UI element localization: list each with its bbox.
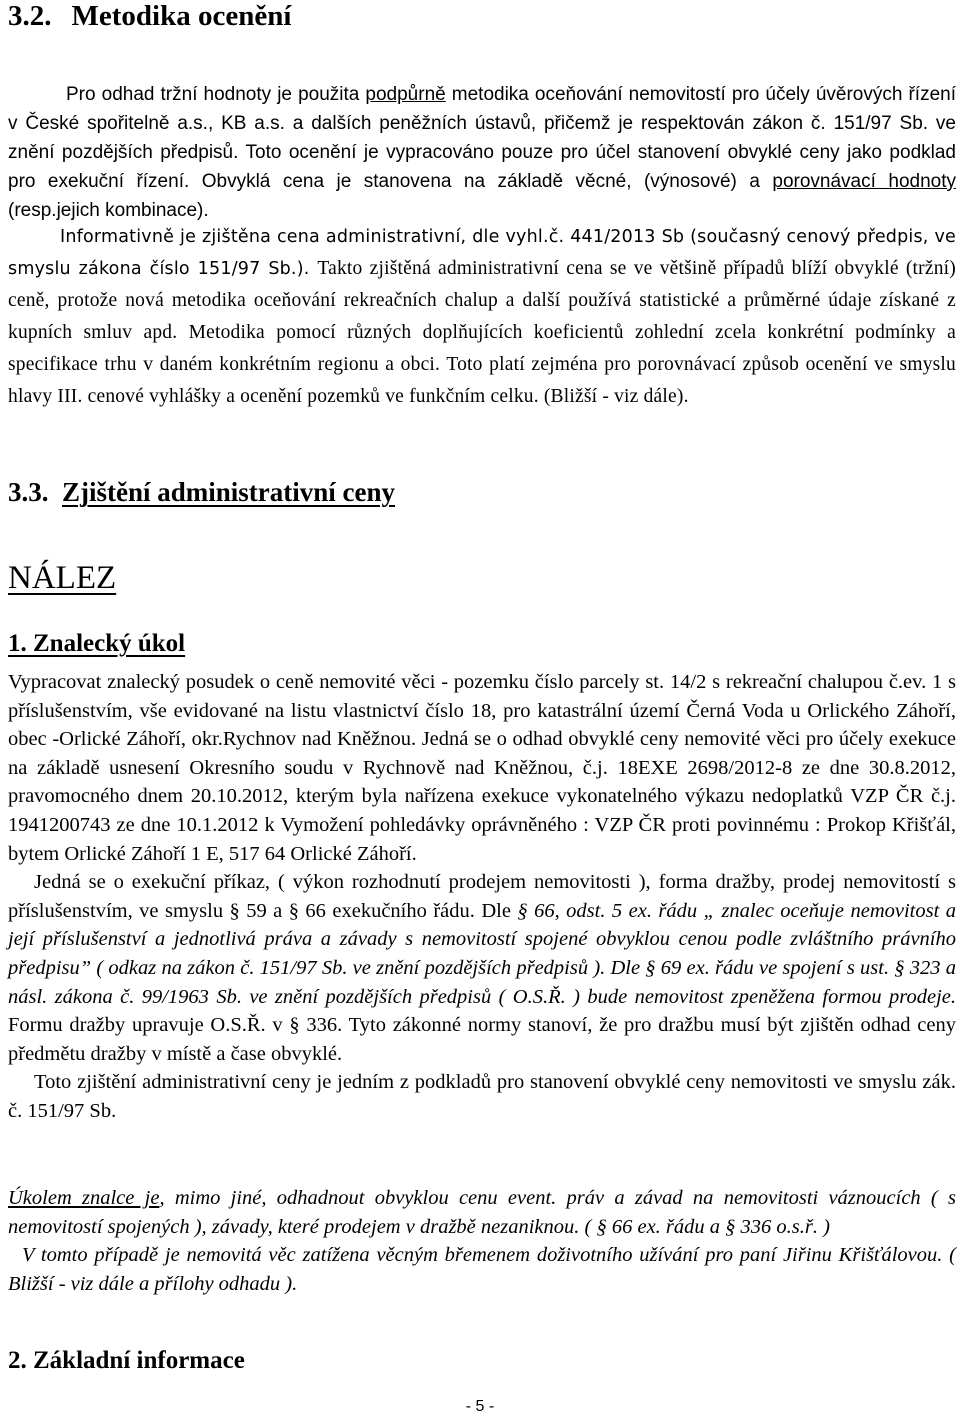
italic-text: § 66, odst. 5 ex. řádu „ znalec oceňuje nemovitost a její příslušenství a jednotlivá práva a závady s nemovitostí spojené obvyklou cenou podle zvláštního právního předpisu” ( odkaz na zákon č. 151/97 Sb. ve znění pozdějších předpisů ). Dle § 69 ex. řádu ve spojení s ust. § 323 a násl. zákona č. 99/1963 Sb. ve znění pozdějších předpisů ( O.S.Ř. ) bude nemovitost zpeněžena formou prodeje. xyxy=(8,899,956,1008)
paragraph-methodology xyxy=(8,80,956,225)
text-run: Jedná se o exekuční příkaz, ( výkon rozhodnutí prodejem nemovitosti ), forma dražby, prodej nemovitostí s příslušenstvím, ve smyslu § 59 a § 66 exekučního řádu. Dle xyxy=(8,871,956,922)
paragraph-easement xyxy=(8,1241,956,1298)
text-run: V tomto případě je nemovitá věc zatížena věcným břemenem doživotního užívání pro paní Jiřinu Křišťálovou. ( Bližší - viz dále a přílohy odhadu ). xyxy=(8,1244,956,1295)
text-run: Obvyklá cena je stanovena na základě věcné, (výnosové) a xyxy=(201,171,773,192)
section-heading-3-3 xyxy=(8,477,956,508)
section-heading-2: 2. Základní informace xyxy=(8,1347,245,1374)
text-run: Toto zjištění administrativní ceny je jedním z podkladů pro stanovení obvyklé ceny nemovitosti ve smyslu zák. č. 151/97 Sb. xyxy=(8,1071,956,1122)
text-run: , mimo jiné, odhadnout obvyklou cenu event. práv a závad na nemovitosti váznoucích ( s nemovitostí spojených ), závady, které prodejem v dražbě nezaniknou. ( § 66 ex. řádu a § 336 o.s.ř. ) xyxy=(8,1187,956,1238)
paragraph-execution xyxy=(8,868,956,1068)
task-body xyxy=(8,668,956,1126)
task-heading: 1. Znalecký úkol xyxy=(8,630,186,657)
paragraph-informative xyxy=(8,222,956,413)
section-number: 3.3. xyxy=(8,477,49,507)
section-title: Metodika ocenění xyxy=(71,0,292,32)
text-run: Takto zjištěná administrativní cena se ve většině případů blíží obvyklé (tržní) ceně, protože nová metodika oceňování rekreačních chalup a další používá statistické a průměrné údaje získané z kupních smluv apd. Metodika pomocí různých doplňujících koeficientů zohlední zcela konkrétní podmínky a specifikace trhu v daném konkrétním regionu a obci. Toto platí zejména pro porovnávací způsob ocenění ve smyslu hlavy III. cenové vyhlášky a ocenění pozemků ve funkčním celku. (Bližší - viz dále). xyxy=(8,258,956,407)
text-run: (resp.jejich kombinace). xyxy=(8,200,209,221)
expert-task-note xyxy=(8,1184,956,1298)
underlined-text: Úkolem znalce je xyxy=(8,1187,160,1209)
text-run: Pro odhad tržní hodnoty je použita xyxy=(66,84,366,105)
nalez-heading: NÁLEZ xyxy=(8,560,117,596)
paragraph-expert-task xyxy=(8,1184,956,1241)
section-heading-3-2 xyxy=(8,0,956,33)
underlined-text: porovnávací hodnoty xyxy=(772,171,956,192)
paragraph-task: Vypracovat znalecký posudek o ceně nemovité věci - pozemku číslo parcely st. 14/2 s rekreační chalupou č.ev. 1 s příslušenstvím, vše evidované na listu vlastnictví číslo 18, pro katastrální území Černá Voda u Orlického Záhoří, obec -Orlické Záhoří, okr.Rychnov nad Kněžnou. Jedná se o odhad obvyklé ceny nemovité věci pro účely exekuce na základě usnesení Okresního soudu v Rychnově nad Kněžnou, č.j. 18EXE 2698/2012-8 ze dne 30.8.2012, pravomocného dnem 20.10.2012, kterým byla nařízena exekuce vykonatelného výkazu nedoplatků VZP ČR č.j. 1941200743 ze dne 10.1.2012 k Vymožení pohledávky oprávněného : VZP ČR proti povinnému : Prokop Křišťál, bytem Orlické Záhoří 1 E, 517 64 Orlické Záhoří. xyxy=(8,671,956,865)
text-run: Informativně je zjištěna cena administrativní, dle vyhl.č. 441/2013 Sb (současný cenový předpis, ve smyslu zákona číslo 151/97 Sb.). xyxy=(8,227,956,279)
section-title: Zjištění administrativní ceny xyxy=(62,477,396,507)
text-run: Formu dražby upravuje O.S.Ř. v § 336. Tyto zákonné normy stanoví, že pro dražbu musí být zjištěn odhad ceny předmětu dražby v místě a čase obvyklé. xyxy=(8,1014,956,1065)
text-run: metodika oceňování nemovitostí pro účely úvěrových řízení v České spořitelně a.s., KB a.s. a dalších peněžních ústavů, přičemž je respektován zákon č. 151/97 Sb. ve znění pozdějších předpisů. xyxy=(8,84,956,163)
page-number: - 5 - xyxy=(465,1398,495,1415)
paragraph-admin-price xyxy=(8,1068,956,1125)
section-number: 3.2. xyxy=(8,0,52,32)
text-run: Toto ocenění je vypracováno pouze pro účel stanovení obvyklé ceny jako podklad pro exekuční řízení. xyxy=(8,142,956,192)
underlined-text: podpůrně xyxy=(365,84,446,105)
